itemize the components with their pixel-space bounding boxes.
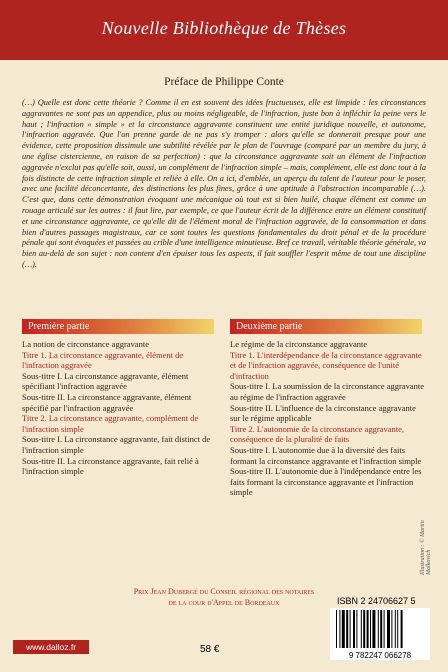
part2-intro: Le régime de la circonstance aggravante	[230, 339, 368, 349]
part1-subtitle3: Sous-titre I. La circonstance aggravante, fait distinct de l'infraction simple	[22, 434, 211, 455]
series-title: Nouvelle Bibliothèque de Thèses	[101, 18, 347, 38]
part1-subtitle2: Sous-titre II. La circonstance aggravante, élément spécifié par l'infraction aggravée	[22, 391, 192, 413]
prize-line2: de la cour d'Appel de Bordeaux	[168, 598, 280, 607]
part1-outline	[22, 339, 216, 477]
website-link[interactable]: www.dalloz.fr	[13, 640, 89, 654]
prize-line1: Prix Jean Dubergé du Conseil régional des notaires	[133, 587, 315, 596]
part2-subtitle3: Sous-titre I. L'autonomie due à la diversité des faits formant la circonstance aggravante et l'infraction simple	[230, 444, 422, 466]
barcode-bars-icon	[330, 608, 430, 660]
part1-title2: Titre 2. La circonstance aggravante, complément de l'infraction simple	[22, 413, 199, 434]
part1-subtitle1: Sous-titre I. La circonstance aggravante, élément spécifiant l'infraction aggravée	[22, 370, 189, 392]
part1-subtitle4: Sous-titre II. La circonstance aggravante, fait relié à l'infraction simple	[22, 455, 199, 477]
part1-intro: La notion de circonstance aggravante	[22, 339, 149, 349]
part2-title1: Titre 1. L'interdépendance de la circonstance aggravante et de l'infraction aggravée, conséquence de l'unité d'infraction	[230, 349, 422, 381]
illustration-credit: Illustration : © Martin Malkovich	[420, 520, 432, 575]
part2-subtitle4: Sous-titre II. L'autonomie due à l'indépendance entre les faits formant la circonstance aggravante et l'infraction simple	[230, 466, 422, 498]
part2-heading: Deuxième partie	[230, 319, 422, 334]
part1-title1: Titre 1. La circonstance aggravante, élément de l'infraction aggravée	[22, 349, 184, 371]
part2-title2: Titre 2. L'autonomie de la circonstance aggravante, conséquence de la pluralité de faits	[230, 423, 404, 445]
part2-outline	[230, 339, 426, 498]
preface-excerpt: (…) Quelle est donc cette théorie ? Comme il en est souvent des idées fructueuses, elle est limpide : les circonstances aggravantes ne sont pas un appendice, plus ou moins négligeable, de l'infraction, juste bon à infléchir la peine vers le haut ; l'infraction « simple » et la circonstance aggravante constituent une entité juridique nouvelle, et autonome, l'infraction aggravée. Que l'on prenne garde de ne pas s'y tromper : alors qu'elle se donnerait presque pour une évidence, cette proposition dissimule une subtilité révélée par le plan de l'ouvrage (comparé par un membre du jury, à une église cistercienne, en raison de sa perfection) : que la circonstance aggravante soit un élément de l'infraction aggravée n'exclut pas qu'elle soit, aussi, un complément de l'infraction simple – mais, complément, elle est donc tout à la fois distincte de cette infraction simple et reliée à elle. On a ici, d'emblée, un aperçu du talent de l'auteur pour le poser, avec une facilité déconcertante, des distinctions les plus fines, grâce à une aptitude à l'abstraction incomparable (…). C'est que, dans cette démonstration évoquant une mécanique où tout est si bien huilé, chaque élément est comme un rouage articulé sur les autres : il faut lire, par exemple, ce que l'auteur écrit de la différence entre un élément constitutif et une circonstance aggravante, ce qu'elle dit de l'élément moral de l'infraction aggravée, de la consommation et dans bien d'autres passages magistraux, car ce sont toutes les questions fondamentales du droit pénal et de la procédure pénale qui sont évoquées et passées au crible d'une intelligence minutieuse. Bref ce travail, véritable théorie générale, va bien au-delà de son sujet : non content d'en épuiser tous les aspects, il fait souffler l'esprit même de tout une discipline (…).	[22, 98, 426, 269]
barcode-digits: 9 782247 066278	[348, 651, 412, 660]
price: 58 €	[200, 644, 220, 655]
isbn: ISBN 2 24706627 5	[337, 596, 416, 606]
part1-heading: Première partie	[22, 319, 214, 334]
part2-subtitle1: Sous-titre I. La soumission de la circonstance aggravante au régime de l'infraction aggravée	[230, 381, 425, 402]
preface-title: Préface de Philippe Conte	[164, 76, 284, 88]
barcode	[330, 608, 430, 660]
part2-subtitle2: Sous-titre II. L'influence de la circonstance aggravante sur le régime applicable	[230, 402, 416, 424]
